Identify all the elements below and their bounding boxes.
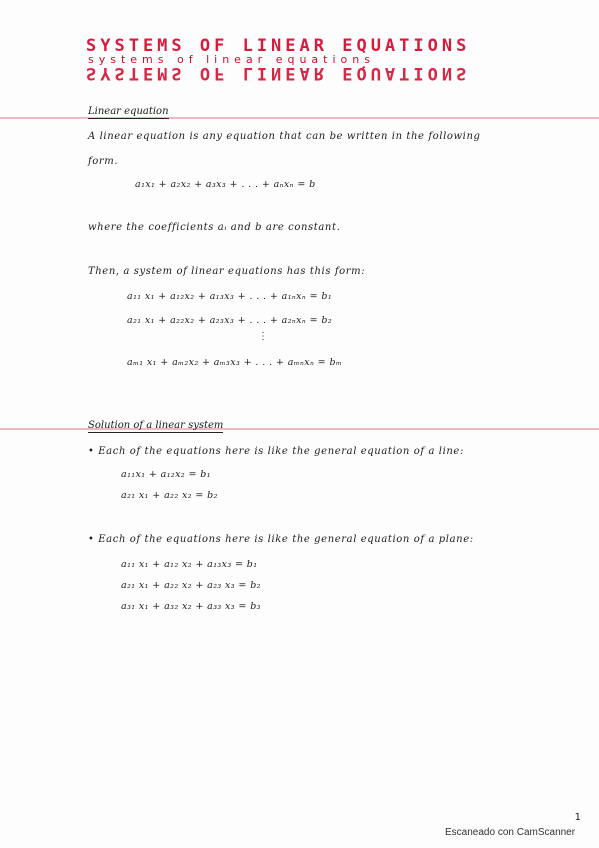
coefficients-note: where the coefficients aᵢ and b are constant. xyxy=(88,222,341,233)
plane-equation-2: a₂₁ x₁ + a₂₂ x₂ + a₂₃ x₃ = b₂ xyxy=(121,580,261,591)
page-title-reflection: SYSTEMS OF LINEAR EQUATIONS xyxy=(86,63,471,83)
scanner-watermark: Escaneado con CamScanner xyxy=(445,827,576,838)
plane-equation-3: a₃₁ x₁ + a₃₂ x₂ + a₃₃ x₃ = b₃ xyxy=(121,601,261,612)
page-subtitle: systems of linear equations xyxy=(88,53,375,66)
vertical-ellipsis: ⋮ xyxy=(258,331,268,342)
intro-line-2: form. xyxy=(88,156,119,167)
system-intro: Then, a system of linear equations has this form: xyxy=(88,266,366,277)
section2-heading: Solution of a linear system xyxy=(88,420,224,431)
plane-equation-1: a₁₁ x₁ + a₁₂ x₂ + a₁₃x₃ = b₁ xyxy=(121,559,258,570)
title-block xyxy=(86,36,486,84)
system-row-1: a₁₁ x₁ + a₁₂x₂ + a₁₃x₃ + . . . + a₁ₙxₙ = b₁ xyxy=(127,291,333,302)
intro-line-1: A linear equation is any equation that can be written in the following xyxy=(88,131,481,142)
page-title: SYSTEMS OF LINEAR EQUATIONS xyxy=(86,36,471,56)
section1-heading: Linear equation xyxy=(88,106,169,117)
system-row-2: a₂₁ x₁ + a₂₂x₂ + a₂₃x₃ + . . . + a₂ₙxₙ = b₂ xyxy=(127,315,333,326)
system-row-m: aₘ₁ x₁ + aₘ₂x₂ + aₘ₃x₃ + . . . + aₘₙxₙ = bₘ xyxy=(127,357,343,368)
line-equation-2: a₂₁ x₁ + a₂₂ x₂ = b₂ xyxy=(121,490,218,501)
general-equation: a₁x₁ + a₂x₂ + a₃x₃ + . . . + aₙxₙ = b xyxy=(135,179,316,190)
plane-equation-note: • Each of the equations here is like the general equation of a plane: xyxy=(88,534,474,545)
line-equation-1: a₁₁x₁ + a₁₂x₂ = b₁ xyxy=(121,469,211,480)
line-equation-note: • Each of the equations here is like the general equation of a line: xyxy=(88,446,464,457)
page-number: 1 xyxy=(574,812,581,823)
